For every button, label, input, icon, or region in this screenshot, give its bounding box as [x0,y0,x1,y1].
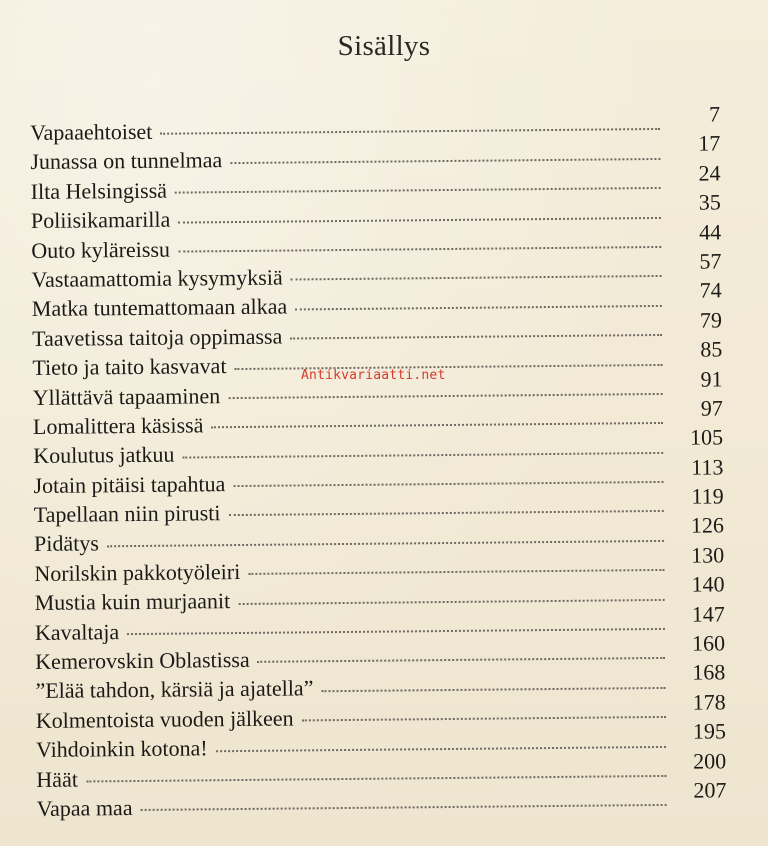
dot-leader [258,657,666,663]
toc-entry-page-number: 195 [692,718,727,744]
dot-leader [321,687,665,692]
toc-entry-title: Outo kyläreissu [31,236,171,263]
toc-entry-title: Matka tuntemattomaan alkaa [31,293,288,322]
toc-entry-page-number: 105 [689,424,724,450]
toc-entry-page-number: 140 [691,571,725,597]
toc-entry-page-number: 113 [691,454,724,480]
dot-leader [228,510,663,516]
dot-leader [248,569,664,575]
table-of-contents [30,101,727,823]
dot-leader [127,628,665,635]
toc-entry-page-number: 160 [691,630,726,656]
toc-entry-title: Jotain pitäisi tapahtua [33,470,226,498]
toc-entry-title: Tieto ja taito kasvavat [32,353,227,381]
toc-entry-title: Taavetissa taitoja oppimassa [31,323,283,351]
dot-leader [295,305,662,311]
toc-entry-title: Poliisikamarilla [30,206,171,234]
toc-entry-page-number: 168 [692,659,726,686]
toc-entry-page-number: 126 [690,512,725,539]
toc-entry-title: Mustia kuin murjaanit [34,588,231,616]
dot-leader [178,217,661,224]
toc-entry-page-number: 24 [698,160,721,186]
toc-entry-page-number: 178 [692,689,726,715]
dot-leader [175,187,661,194]
toc-entry-title: Vapaaehtoiset [30,118,153,145]
watermark-text: Antikvariaatti.net [301,368,446,383]
dot-leader [238,599,664,605]
dot-leader [160,128,660,135]
toc-entry-title: Vastaamattomia kysymyksiä [31,264,283,292]
dot-leader [178,246,661,253]
dot-leader [216,746,666,752]
toc-entry-page-number: 85 [700,336,723,362]
toc-entry-title: Kemerovskin Oblastissa [35,646,250,675]
toc-entry-title: Junassa on tunnelmaa [30,147,223,175]
toc-entry-page-number: 17 [698,130,721,156]
toc-entry-title: Norilskin pakkotyöleiri [34,558,241,586]
toc-entry-page-number: 79 [699,307,723,333]
dot-leader [107,540,664,547]
toc-entry-page-number: 119 [691,483,724,509]
toc-entry-title: Koulutus jatkuu [33,441,175,469]
dot-leader [235,363,663,369]
toc-entry-title: Pidätys [33,530,100,557]
toc-entry-title: Yllättävä tapaaminen [32,382,221,410]
toc-entry-title: ”Elää tahdon, kärsiä ja ajatella” [35,675,314,704]
toc-entry-page-number: 97 [700,395,723,421]
dot-leader [182,452,663,459]
dot-leader [211,422,663,428]
dot-leader [141,804,667,811]
toc-entry-page-number: 7 [708,101,721,127]
toc-entry-title: Ilta Helsingissä [30,177,168,204]
dot-leader [228,393,662,399]
page-title: Sisällys [337,30,431,62]
toc-entry-page-number: 130 [691,542,725,568]
dot-leader [230,158,660,164]
dot-leader [291,275,662,281]
toc-entry-page-number: 57 [699,248,722,274]
dot-leader [86,775,666,783]
toc-entry-page-number: 74 [699,277,722,303]
dot-leader [302,716,666,721]
toc-entry-page-number: 44 [699,218,722,245]
toc-entry-title: Vihdoinkin kotona! [35,735,208,763]
toc-entry-title: Kolmentoista vuoden jälkeen [35,705,294,733]
toc-entry-page-number: 200 [693,747,727,774]
toc-entry-page-number: 207 [693,777,727,803]
dot-leader [290,334,662,340]
toc-entry-page-number: 147 [691,600,725,627]
toc-entry-page-number: 35 [698,189,721,215]
toc-entry-title: Lomalittera käsissä [32,412,204,439]
toc-entry-title: Häät [36,766,78,792]
toc-entry-title: Vapaa maa [36,795,133,821]
toc-entry-page-number: 91 [700,365,723,392]
toc-entry-title: Tapellaan niin pirusti [33,500,221,528]
toc-entry-title: Kavaltaja [34,618,120,645]
dot-leader [233,481,663,487]
